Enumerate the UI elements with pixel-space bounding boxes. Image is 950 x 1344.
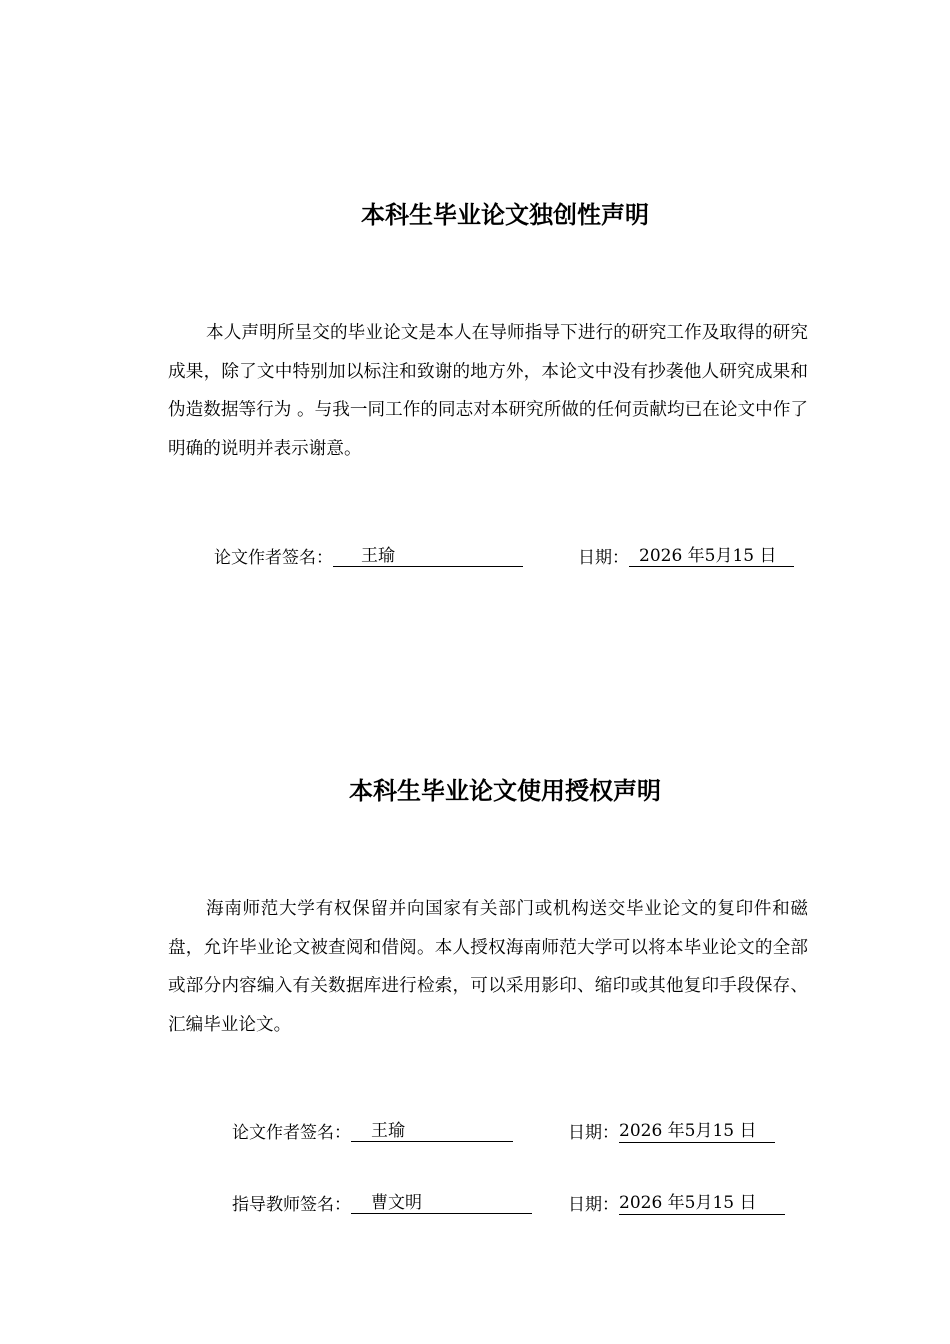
advisor-signature-value: 曹文明 bbox=[351, 1192, 532, 1214]
originality-date-line bbox=[578, 545, 794, 571]
originality-paragraph: 本人声明所呈交的毕业论文是本人在导师指导下进行的研究工作及取得的研究成果，除了文中特别加以标注和致谢的地方外，本论文中没有抄袭他人研究成果和伪造数据等行为 。与我一同工作的同志对本研究所做的任何贡献均已在论文中作了明确的说明并表示谢意。 bbox=[168, 323, 808, 459]
author-signature-label: 论文作者签名： bbox=[232, 1123, 351, 1143]
date-label: 日期： bbox=[568, 1123, 619, 1143]
originality-title: 本科生毕业论文独创性声明 bbox=[361, 201, 649, 229]
date-label: 日期： bbox=[578, 548, 629, 568]
authorization-advisor-date-line bbox=[568, 1192, 785, 1218]
date-label: 日期： bbox=[568, 1195, 619, 1215]
author-signature-label: 论文作者签名： bbox=[214, 548, 333, 568]
authorization-title: 本科生毕业论文使用授权声明 bbox=[349, 777, 661, 805]
author-signature-value: 王瑜 bbox=[351, 1120, 513, 1142]
authorization-author-signature-line bbox=[232, 1120, 513, 1146]
authorization-paragraph: 海南师范大学有权保留并向国家有关部门或机构送交毕业论文的复印件和磁盘，允许毕业论文被查阅和借阅。本人授权海南师范大学可以将本毕业论文的全部或部分内容编入有关数据库进行检索，可以采用影印、缩印或其他复印手段保存、汇编毕业论文。 bbox=[168, 899, 808, 1035]
advisor-signature-label: 指导教师签名： bbox=[232, 1195, 351, 1215]
originality-author-signature-line bbox=[214, 545, 523, 571]
author-signature-value: 王瑜 bbox=[333, 545, 523, 567]
date-value: 2026 年5月15 日 bbox=[629, 545, 794, 567]
date-value: 2026 年5月15 日 bbox=[619, 1120, 775, 1143]
authorization-author-date-line bbox=[568, 1120, 775, 1146]
date-value: 2026 年5月15 日 bbox=[619, 1192, 785, 1215]
authorization-advisor-signature-line bbox=[232, 1192, 532, 1218]
